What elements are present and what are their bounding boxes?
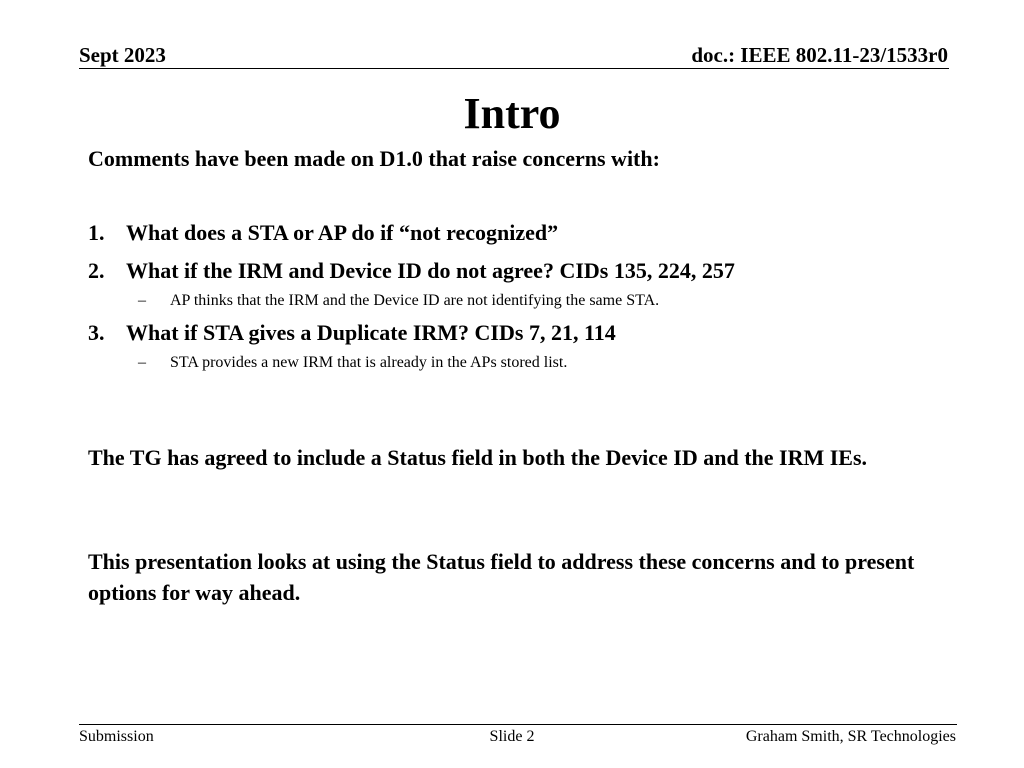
sub-item-text: STA provides a new IRM that is already in the APs stored list.: [170, 354, 568, 371]
status-field-paragraph: The TG has agreed to include a Status field in both the Device ID and the IRM IEs.: [88, 445, 868, 470]
list-item-text: What if STA gives a Duplicate IRM? CIDs 7, 21, 114: [126, 320, 616, 345]
dash-bullet: –: [138, 292, 146, 309]
dash-bullet: –: [138, 354, 146, 371]
list-item-number: 2.: [88, 258, 105, 283]
sub-item-text: AP thinks that the IRM and the Device ID are not identifying the same STA.: [170, 292, 660, 309]
footer-slide-number: Slide 2: [489, 728, 535, 745]
concerns-list: [88, 218, 948, 380]
footer-author: Graham Smith, SR Technologies: [745, 728, 956, 745]
presentation-purpose-paragraph: This presentation looks at using the Status field to address these concerns and to present options for way ahead.: [88, 549, 915, 605]
list-item-number: 3.: [88, 320, 105, 345]
footer-submission: Submission: [79, 728, 154, 745]
list-item-text: What if the IRM and Device ID do not agree? CIDs 135, 224, 257: [126, 258, 735, 283]
sub-item-3: [88, 352, 948, 374]
list-item-3: [88, 318, 948, 348]
list-item-1: [88, 218, 948, 248]
slide-title: Intro: [463, 89, 561, 138]
lead-text: Comments have been made on D1.0 that raise concerns with:: [88, 146, 660, 171]
header-divider: [79, 68, 949, 69]
header-date: Sept 2023: [79, 43, 166, 67]
header-doc-number: doc.: IEEE 802.11-23/1533r0: [691, 43, 948, 67]
list-item-2: [88, 256, 948, 286]
list-item-text: What does a STA or AP do if “not recognized”: [126, 220, 559, 245]
sub-item-2: [88, 290, 948, 312]
footer-divider: [79, 724, 957, 725]
list-item-number: 1.: [88, 220, 105, 245]
